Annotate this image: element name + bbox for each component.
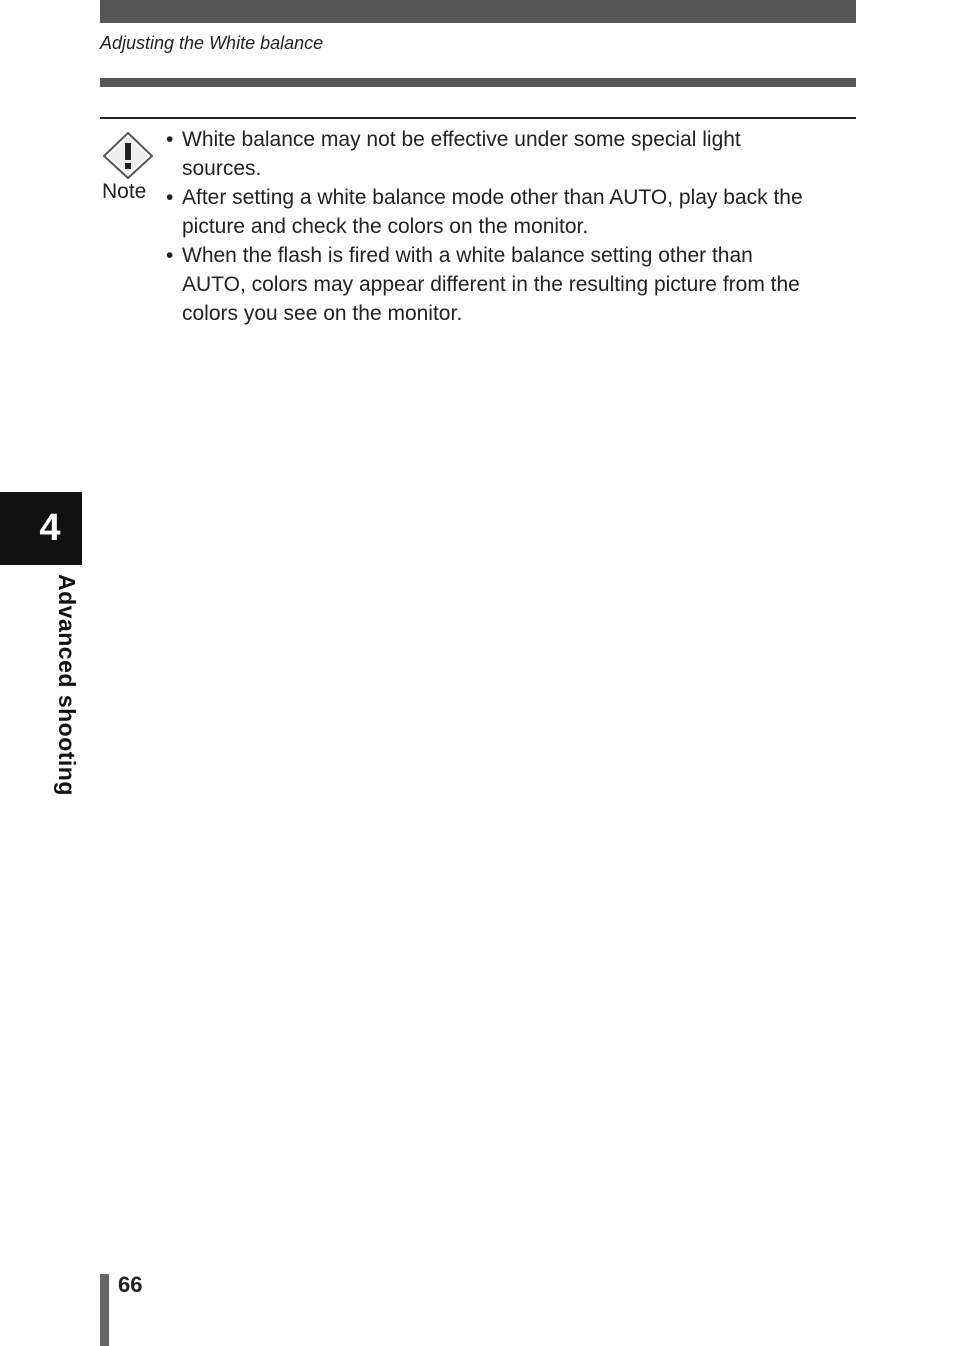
note-item <box>166 183 856 241</box>
note-line: When the flash is fired with a white balance setting other than <box>182 244 753 267</box>
chapter-number: 4 <box>39 507 61 549</box>
note-line: picture and check the colors on the monitor. <box>182 215 589 238</box>
chapter-title: Advanced shooting <box>54 574 80 796</box>
chapter-tab <box>0 492 82 565</box>
note-line: White balance may not be effective under some special light <box>182 128 741 151</box>
bullet: • <box>166 244 174 267</box>
note-line: AUTO, colors may appear different in the resulting picture from the <box>182 273 800 296</box>
note-list <box>166 125 856 328</box>
note-line: After setting a white balance mode other than AUTO, play back the <box>182 186 803 209</box>
section-title: Adjusting the White balance <box>100 33 324 53</box>
warning-exclamation-icon <box>101 130 155 180</box>
note-item <box>166 241 856 328</box>
header-bar <box>100 0 856 23</box>
page-number: 66 <box>118 1272 143 1297</box>
note-line: colors you see on the monitor. <box>182 302 463 325</box>
note-divider <box>100 117 856 119</box>
header-divider <box>100 78 856 87</box>
note-line: sources. <box>182 157 262 180</box>
note-label: Note <box>102 180 147 203</box>
bullet: • <box>166 128 174 151</box>
page-marker-bar <box>100 1274 109 1346</box>
note-item <box>166 125 856 183</box>
bullet: • <box>166 186 174 209</box>
